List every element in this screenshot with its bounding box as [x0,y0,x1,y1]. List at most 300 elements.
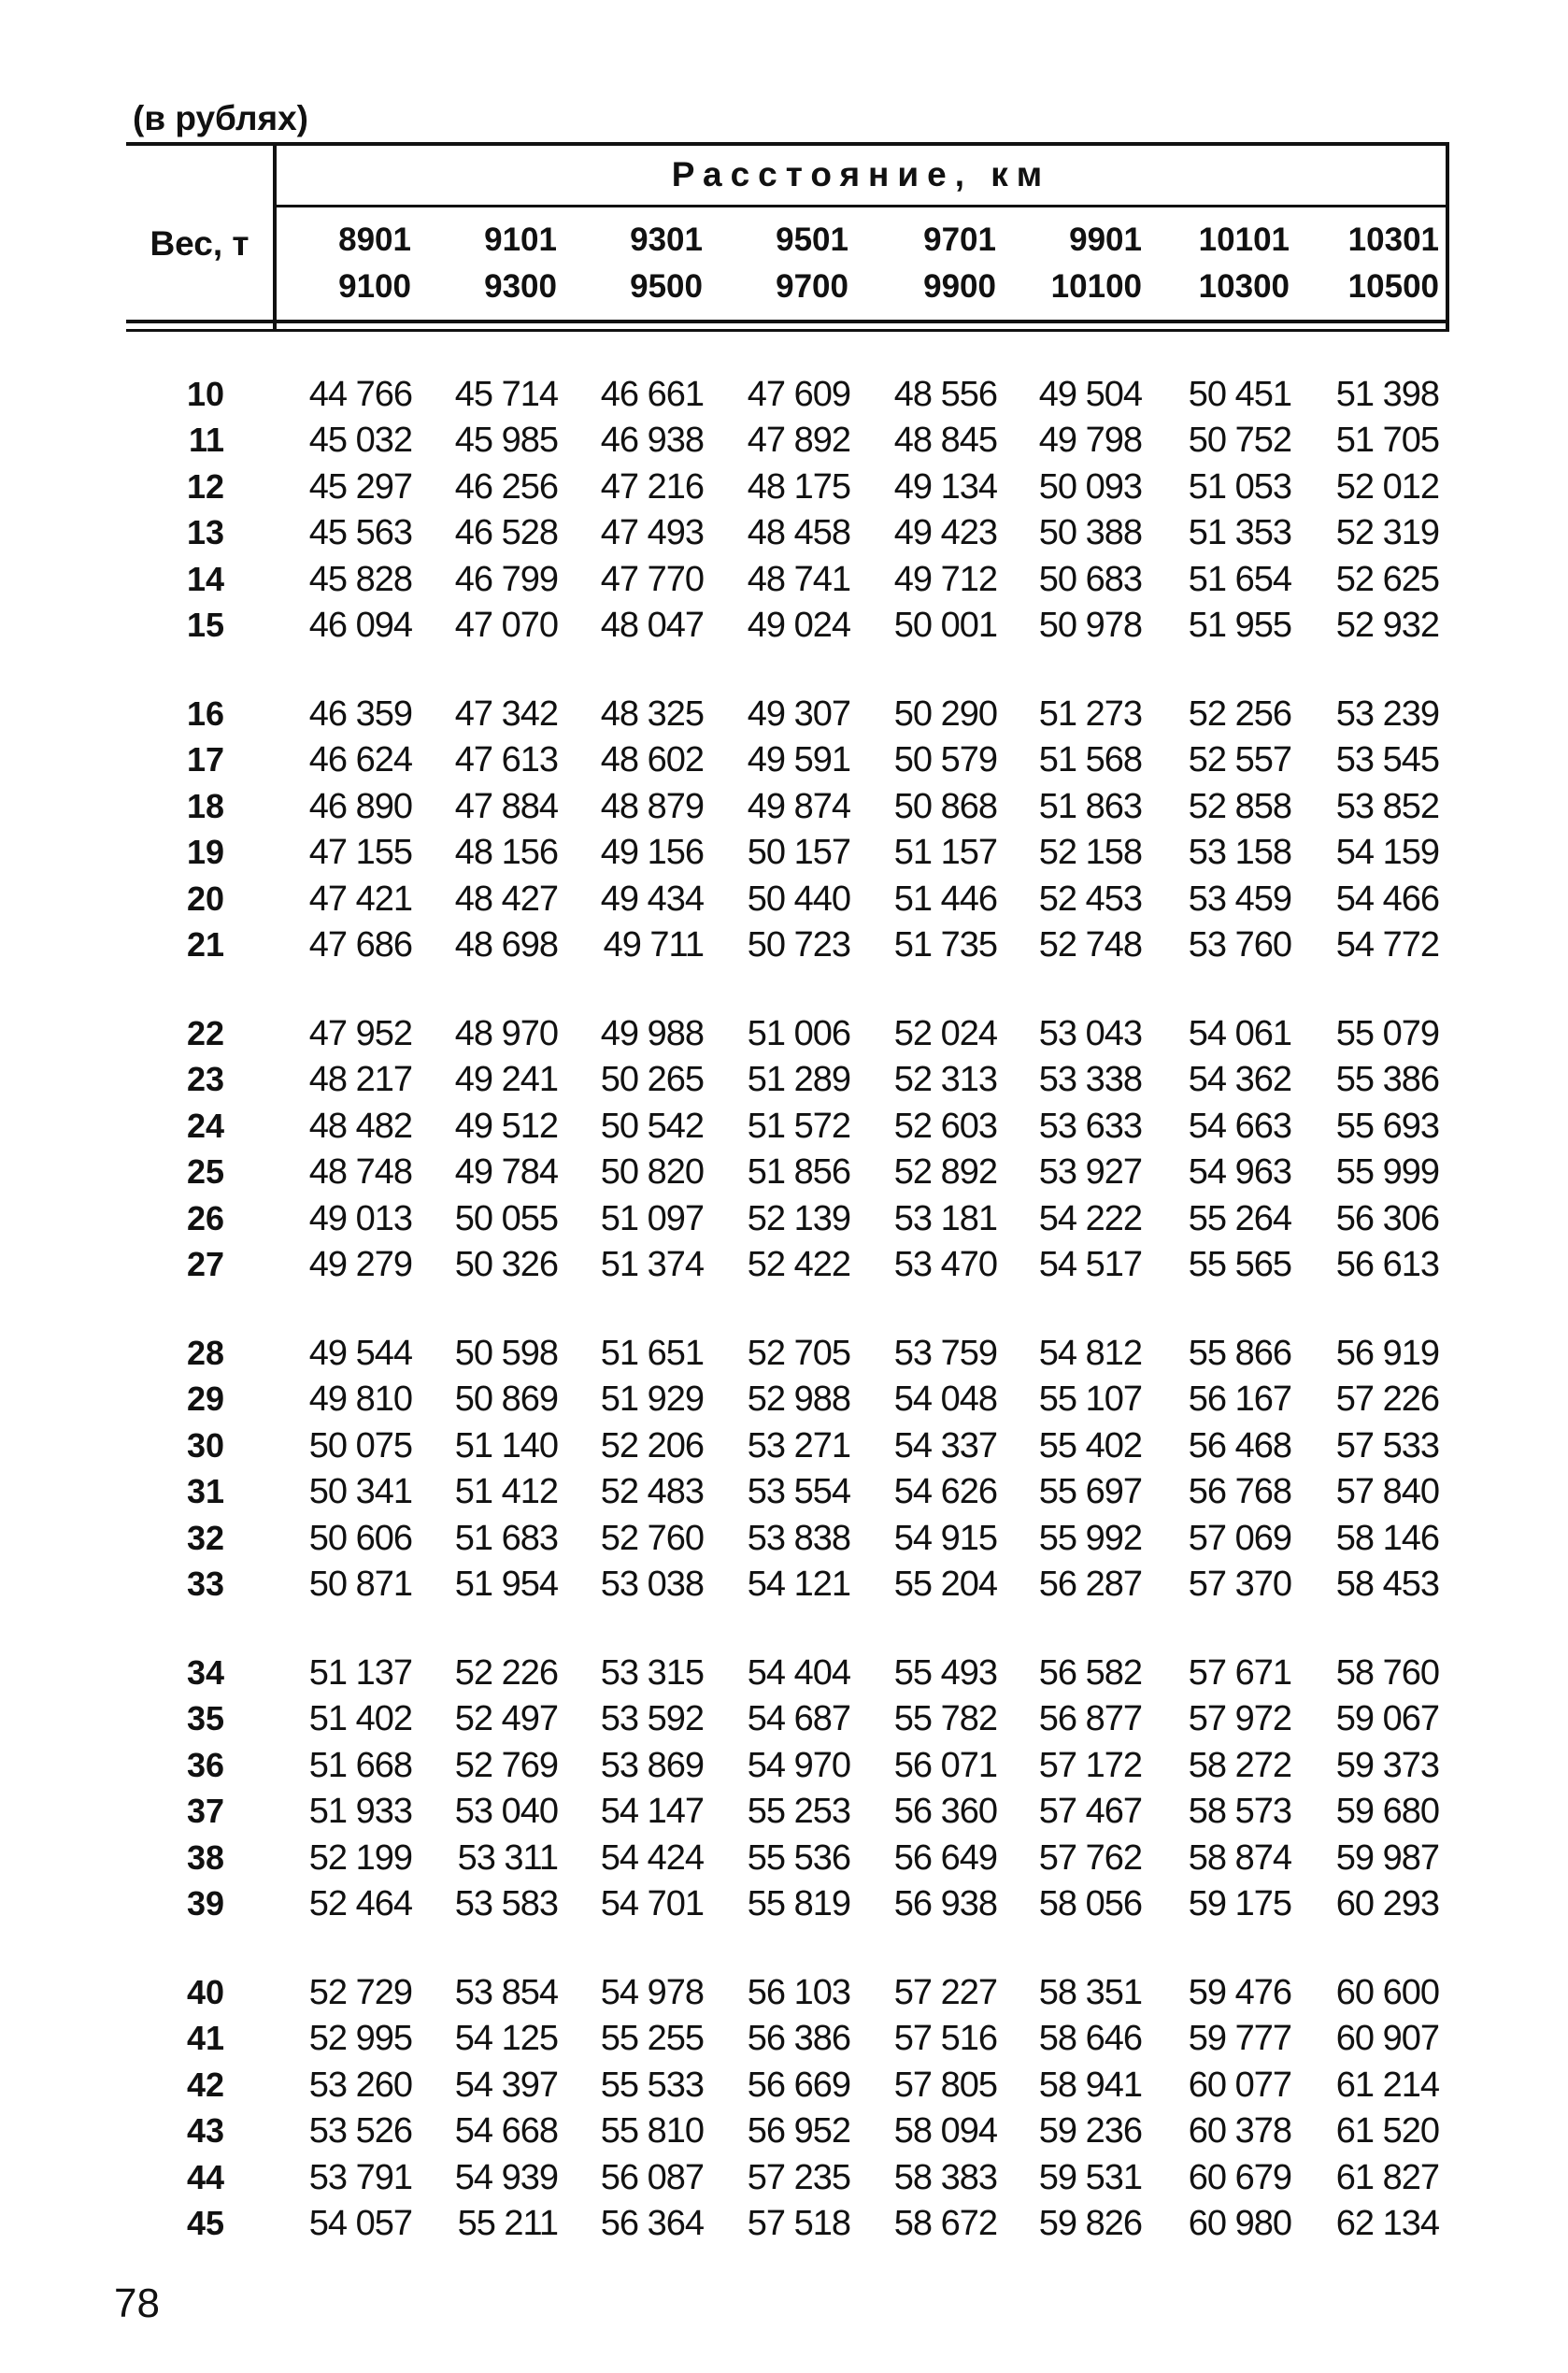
price-cell: 53 633 [1038,1106,1142,1146]
weight-label: 22 [186,1014,224,1052]
weight-label: 14 [186,559,224,598]
price-cell: 53 791 [308,2157,412,2197]
price-cell: 58 646 [1038,2019,1142,2059]
price-cell: 47 884 [454,786,558,826]
price-cell: 48 427 [454,879,558,919]
price-cell: 51 654 [1188,559,1291,599]
unit-note: (в рублях) [133,99,308,137]
price-cell: 53 545 [1335,740,1439,780]
price-cell: 53 470 [893,1245,997,1284]
price-cell: 52 012 [1335,466,1439,507]
price-cell: 58 383 [893,2157,997,2197]
price-cell: 62 134 [1335,2204,1439,2243]
range-to: 10500 [1347,268,1439,305]
price-cell: 49 241 [454,1060,558,1100]
price-cell: 52 557 [1188,740,1291,780]
price-cell: 53 838 [747,1518,850,1558]
range-to: 9300 [484,268,557,305]
price-cell: 50 820 [600,1152,704,1193]
price-cell: 58 056 [1038,1884,1142,1923]
price-cell: 47 770 [600,559,704,599]
range-to: 10100 [1050,268,1142,305]
weight-label: 34 [186,1653,224,1692]
price-cell: 50 093 [1038,466,1142,507]
price-cell: 55 211 [457,2204,558,2243]
price-cell: 49 024 [747,606,850,645]
price-cell: 54 668 [454,2111,558,2151]
price-cell: 49 423 [893,513,997,553]
price-cell: 56 582 [1038,1653,1142,1693]
price-cell: 46 890 [308,786,412,826]
range-to: 9900 [923,268,996,305]
price-cell: 51 668 [308,1745,412,1785]
price-cell: 51 735 [893,925,997,965]
price-cell: 51 097 [600,1198,704,1238]
price-cell: 53 869 [600,1745,704,1785]
weight-label: 20 [186,879,224,918]
price-cell: 57 840 [1335,1472,1439,1512]
price-cell: 56 087 [600,2157,704,2197]
price-cell: 53 927 [1038,1152,1142,1193]
price-cell: 56 877 [1038,1699,1142,1739]
price-cell: 54 121 [747,1565,850,1604]
price-cell: 53 043 [1038,1014,1142,1053]
price-cell: 54 048 [893,1379,997,1420]
price-cell: 50 001 [893,606,997,645]
price-cell: 50 579 [893,740,997,780]
price-cell: 60 907 [1335,2019,1439,2059]
price-cell: 48 748 [308,1152,412,1193]
price-cell: 54 362 [1188,1060,1291,1100]
price-cell: 50 451 [1188,375,1291,414]
price-cell: 58 146 [1335,1518,1439,1558]
price-cell: 48 482 [308,1106,412,1146]
price-cell: 51 402 [308,1699,412,1739]
price-cell: 55 782 [893,1699,997,1739]
weight-label: 45 [186,2204,224,2242]
price-cell: 52 748 [1038,925,1142,965]
price-cell: 50 440 [747,879,850,919]
price-cell: 49 504 [1038,375,1142,414]
price-cell: 48 602 [600,740,704,780]
weight-label: 36 [186,1745,224,1784]
price-cell: 55 107 [1038,1379,1142,1420]
price-cell: 52 024 [893,1014,997,1053]
price-cell: 58 453 [1335,1565,1439,1604]
price-cell: 46 938 [600,421,704,461]
price-cell: 50 598 [454,1334,558,1373]
weight-label: 30 [186,1425,224,1465]
price-cell: 59 826 [1038,2204,1142,2243]
price-cell: 52 603 [893,1106,997,1146]
distance-range-header [1168,217,1290,310]
price-cell: 53 181 [893,1198,997,1238]
price-cell: 56 613 [1335,1245,1439,1284]
weight-label: 35 [186,1699,224,1738]
price-cell: 56 938 [893,1884,997,1923]
weight-label: 13 [186,513,224,552]
price-cell: 55 536 [747,1837,850,1878]
weight-label: 16 [186,694,224,733]
price-cell: 51 140 [454,1425,558,1465]
price-cell: 51 954 [454,1565,558,1604]
price-cell: 57 235 [747,2157,850,2197]
price-cell: 50 326 [454,1245,558,1284]
price-cell: 51 863 [1038,786,1142,826]
price-cell: 47 155 [308,833,412,873]
price-cell: 45 032 [308,421,412,461]
weight-label: 33 [186,1565,224,1603]
price-cell: 54 663 [1188,1106,1291,1146]
price-cell: 46 799 [454,559,558,599]
price-cell: 54 701 [600,1884,704,1923]
price-cell: 51 273 [1038,694,1142,734]
price-cell: 47 609 [747,375,850,414]
price-cell: 55 810 [600,2111,704,2151]
price-cell: 55 819 [747,1884,850,1923]
price-cell: 54 517 [1038,1245,1142,1284]
weight-label: 39 [186,1884,224,1923]
price-cell: 57 518 [747,2204,850,2243]
price-cell: 54 424 [600,1837,704,1878]
weight-label: 19 [186,833,224,872]
price-cell: 54 915 [893,1518,997,1558]
price-cell: 52 139 [747,1198,850,1238]
price-cell: 59 236 [1038,2111,1142,2151]
price-cell: 56 167 [1188,1379,1291,1420]
price-cell: 56 468 [1188,1425,1291,1465]
price-cell: 54 939 [454,2157,558,2197]
weight-label: 38 [186,1837,224,1877]
price-cell: 54 772 [1335,925,1439,965]
price-cell: 56 103 [747,1973,850,2012]
price-cell: 49 874 [747,786,850,826]
price-cell: 54 626 [893,1472,997,1512]
price-cell: 48 458 [747,513,850,553]
price-cell: 55 866 [1188,1334,1291,1373]
price-cell: 53 239 [1335,694,1439,734]
price-cell: 57 227 [893,1973,997,2012]
price-cell: 51 374 [600,1245,704,1284]
price-cell: 50 869 [454,1379,558,1420]
price-cell: 52 932 [1335,606,1439,645]
price-cell: 52 453 [1038,879,1142,919]
range-from: 8901 [338,222,411,258]
price-cell: 48 741 [747,559,850,599]
price-cell: 54 397 [454,2065,558,2105]
price-cell: 59 680 [1335,1792,1439,1832]
price-cell: 50 388 [1038,513,1142,553]
price-cell: 57 226 [1335,1379,1439,1420]
price-cell: 53 260 [308,2065,412,2105]
price-cell: 47 070 [454,606,558,645]
price-cell: 58 874 [1188,1837,1291,1878]
weight-label: 26 [186,1198,224,1237]
price-cell: 48 556 [893,375,997,414]
price-cell: 58 941 [1038,2065,1142,2105]
price-cell: 52 422 [747,1245,850,1284]
distance-range-header [581,217,703,310]
weight-label: 10 [186,375,224,413]
distance-title: Расстояние, км [671,155,1051,193]
price-cell: 60 679 [1188,2157,1291,2197]
price-cell: 51 006 [747,1014,850,1053]
price-cell: 60 980 [1188,2204,1291,2243]
price-cell: 59 476 [1188,1973,1291,2012]
price-cell: 55 253 [747,1792,850,1832]
price-cell: 57 762 [1038,1837,1142,1878]
distance-range-header [290,217,411,310]
price-cell: 59 777 [1188,2019,1291,2059]
price-cell: 52 483 [600,1472,704,1512]
price-cell: 46 094 [308,606,412,645]
price-cell: 49 544 [308,1334,412,1373]
weight-label: 27 [186,1245,224,1283]
price-cell: 50 978 [1038,606,1142,645]
price-cell: 52 497 [454,1699,558,1739]
price-cell: 52 769 [454,1745,558,1785]
price-cell: 58 094 [893,2111,997,2151]
range-to: 10300 [1198,268,1290,305]
price-cell: 48 879 [600,786,704,826]
price-cell: 57 467 [1038,1792,1142,1832]
price-cell: 54 147 [600,1792,704,1832]
range-from: 9701 [923,222,996,258]
price-cell: 52 319 [1335,513,1439,553]
price-cell: 49 798 [1038,421,1142,461]
price-cell: 50 265 [600,1060,704,1100]
price-cell: 52 995 [308,2019,412,2059]
price-cell: 54 687 [747,1699,850,1739]
price-cell: 56 287 [1038,1565,1142,1604]
price-cell: 54 812 [1038,1334,1142,1373]
price-cell: 59 987 [1335,1837,1439,1878]
weight-label: 37 [186,1792,224,1831]
price-cell: 60 293 [1335,1884,1439,1923]
price-cell: 50 341 [308,1472,412,1512]
price-cell: 51 955 [1188,606,1291,645]
price-cell: 61 520 [1335,2111,1439,2151]
weight-label: 21 [186,925,224,964]
price-cell: 55 693 [1335,1106,1439,1146]
price-cell: 53 459 [1188,879,1291,919]
price-cell: 53 040 [454,1792,558,1832]
price-cell: 51 705 [1335,421,1439,461]
price-cell: 49 512 [454,1106,558,1146]
price-cell: 45 985 [454,421,558,461]
price-cell: 47 952 [308,1014,412,1053]
range-from: 10101 [1198,222,1290,258]
price-cell: 53 038 [600,1565,704,1604]
price-cell: 56 306 [1335,1198,1439,1238]
header-bottom-rule [126,320,1449,323]
distance-range-header [727,217,848,310]
price-cell: 59 373 [1335,1745,1439,1785]
price-cell: 51 412 [454,1472,558,1512]
price-cell: 55 565 [1188,1245,1291,1284]
price-cell: 48 845 [893,421,997,461]
price-cell: 54 404 [747,1653,850,1693]
price-cell: 49 434 [600,879,704,919]
price-cell: 45 714 [454,375,558,414]
price-cell: 46 661 [600,375,704,414]
distance-range-header [1020,217,1142,310]
price-cell: 46 528 [454,513,558,553]
price-cell: 51 651 [600,1334,704,1373]
price-cell: 55 493 [893,1653,997,1693]
price-cell: 59 175 [1188,1884,1291,1923]
weight-label: 43 [186,2111,224,2151]
range-from: 9301 [630,222,703,258]
price-cell: 48 217 [308,1060,412,1100]
range-to: 9500 [630,268,703,305]
price-cell: 61 827 [1335,2157,1439,2197]
price-cell: 50 157 [747,833,850,873]
price-cell: 59 531 [1038,2157,1142,2197]
weight-label: 32 [186,1518,224,1557]
range-to: 9700 [776,268,848,305]
price-cell: 60 077 [1188,2065,1291,2105]
weight-label: 12 [186,466,224,506]
price-cell: 54 057 [308,2204,412,2243]
price-cell: 45 828 [308,559,412,599]
price-cell: 50 606 [308,1518,412,1558]
range-from: 9901 [1069,222,1142,258]
price-cell: 52 226 [454,1653,558,1693]
weight-label: 18 [186,786,224,825]
header-bottom-rule-double [126,329,1449,332]
price-cell: 54 061 [1188,1014,1291,1053]
price-cell: 58 272 [1188,1745,1291,1785]
weight-column-header: Вес, т [150,224,249,263]
price-cell: 56 360 [893,1792,997,1832]
price-cell: 58 672 [893,2204,997,2243]
price-cell: 56 649 [893,1837,997,1878]
price-cell: 47 216 [600,466,704,507]
price-cell: 51 929 [600,1379,704,1420]
range-from: 9101 [484,222,557,258]
weight-label: 23 [186,1060,224,1099]
price-cell: 48 325 [600,694,704,734]
price-cell: 51 933 [308,1792,412,1832]
price-cell: 51 856 [747,1152,850,1193]
distance-title-rule [277,205,1446,207]
price-cell: 52 199 [308,1837,412,1878]
price-cell: 50 290 [893,694,997,734]
price-cell: 57 516 [893,2019,997,2059]
price-cell: 53 271 [747,1425,850,1465]
price-cell: 49 712 [893,559,997,599]
weight-label: 28 [186,1334,224,1372]
price-cell: 45 563 [308,513,412,553]
price-cell: 48 156 [454,833,558,873]
price-cell: 54 222 [1038,1198,1142,1238]
price-cell: 49 156 [600,833,704,873]
price-cell: 50 075 [308,1425,412,1465]
price-cell: 52 858 [1188,786,1291,826]
price-cell: 59 067 [1335,1699,1439,1739]
range-from: 10301 [1347,222,1439,258]
price-cell: 56 919 [1335,1334,1439,1373]
price-cell: 56 386 [747,2019,850,2059]
price-cell: 48 175 [747,466,850,507]
page-number: 78 [114,2280,160,2326]
price-cell: 55 533 [600,2065,704,2105]
price-cell: 55 999 [1335,1152,1439,1193]
price-cell: 45 297 [308,466,412,507]
price-cell: 52 256 [1188,694,1291,734]
price-cell: 52 892 [893,1152,997,1193]
distance-range-header [435,217,557,310]
price-cell: 57 069 [1188,1518,1291,1558]
price-cell: 47 493 [600,513,704,553]
price-cell: 53 592 [600,1699,704,1739]
price-cell: 46 359 [308,694,412,734]
price-cell: 57 671 [1188,1653,1291,1693]
price-cell: 58 573 [1188,1792,1291,1832]
price-cell: 51 137 [308,1653,412,1693]
price-cell: 50 055 [454,1198,558,1238]
weight-label: 25 [186,1152,224,1192]
price-cell: 54 970 [747,1745,850,1785]
price-cell: 61 214 [1335,2065,1439,2105]
price-cell: 54 159 [1335,833,1439,873]
price-cell: 55 992 [1038,1518,1142,1558]
price-cell: 51 446 [893,879,997,919]
range-from: 9501 [776,222,848,258]
price-cell: 57 972 [1188,1699,1291,1739]
price-cell: 50 542 [600,1106,704,1146]
price-cell: 55 204 [893,1565,997,1604]
price-cell: 60 600 [1335,1973,1439,2012]
price-cell: 54 466 [1335,879,1439,919]
weight-label: 17 [186,740,224,779]
weight-label: 31 [186,1472,224,1511]
price-cell: 53 852 [1335,786,1439,826]
price-cell: 49 988 [600,1014,704,1053]
price-cell: 57 172 [1038,1745,1142,1785]
price-cell: 52 206 [600,1425,704,1465]
price-cell: 50 683 [1038,559,1142,599]
price-cell: 54 125 [454,2019,558,2059]
price-cell: 49 810 [308,1379,412,1420]
price-cell: 47 613 [454,740,558,780]
price-cell: 56 364 [600,2204,704,2243]
price-cell: 52 988 [747,1379,850,1420]
price-cell: 53 526 [308,2111,412,2151]
price-cell: 55 264 [1188,1198,1291,1238]
price-cell: 53 311 [457,1837,558,1878]
price-cell: 58 351 [1038,1973,1142,2012]
distance-range-header [1318,217,1439,310]
price-cell: 46 624 [308,740,412,780]
weight-label: 11 [188,421,224,460]
price-cell: 47 421 [308,879,412,919]
weight-label: 29 [186,1379,224,1419]
price-cell: 44 766 [308,375,412,414]
price-cell: 51 289 [747,1060,850,1100]
price-cell: 51 053 [1188,466,1291,507]
price-cell: 54 963 [1188,1152,1291,1193]
price-cell: 48 047 [600,606,704,645]
price-cell: 50 871 [308,1565,412,1604]
price-cell: 53 854 [454,1973,558,2012]
price-cell: 56 952 [747,2111,850,2151]
price-cell: 49 307 [747,694,850,734]
price-cell: 53 158 [1188,833,1291,873]
price-cell: 55 079 [1335,1014,1439,1053]
price-cell: 53 554 [747,1472,850,1512]
